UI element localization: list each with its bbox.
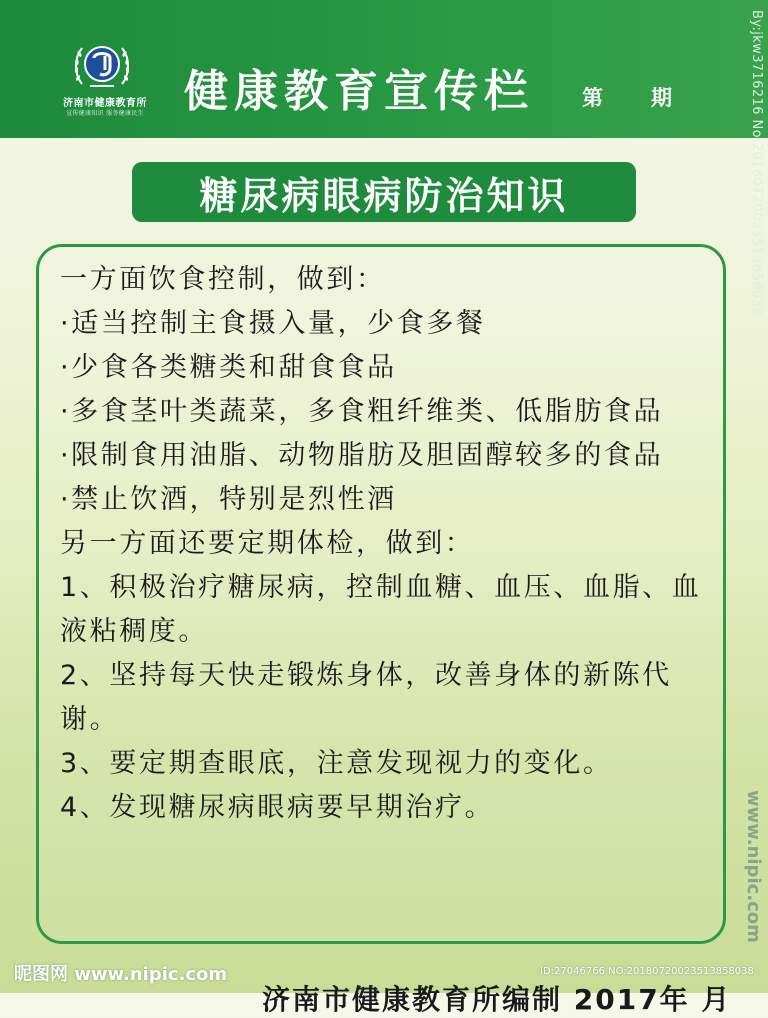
vertical-watermark-id: By:jkw3716216 No:20180720023513858038 [749, 10, 764, 317]
content-line: 3、要定期查眼底，注意发现视力的变化。 [60, 748, 613, 779]
content-body [60, 258, 716, 830]
logo [50, 40, 160, 120]
bottom-id-watermark: ID:27046766 NO:20180720023513858038 [540, 966, 754, 977]
content-line: ·少食各类糖类和甜食食品 [60, 352, 397, 383]
content-line: 4、发现糖尿病眼病要早期治疗。 [60, 792, 495, 823]
organization-emblem-icon [72, 40, 132, 94]
bottom-watermark: 昵图网 www.nipic.com [14, 964, 228, 985]
content-line: ·多食茎叶类蔬菜，多食粗纤维类、低脂肪食品 [60, 396, 664, 427]
content-line: 另一方面还要定期体检，做到： [60, 528, 475, 559]
content-line: 一方面饮食控制，做到： [60, 264, 386, 295]
content-line: ·禁止饮酒，特别是烈性酒 [60, 484, 397, 515]
content-line: ·限制食用油脂、动物脂肪及胆固醇较多的食品 [60, 440, 664, 471]
logo-organization-name: 济南市健康教育所 [63, 98, 147, 109]
issue-prefix: 第 [582, 86, 603, 110]
board-title: 健康教育宣传栏 [184, 66, 534, 117]
content-line: 1、积极治疗糖尿病，控制血糖、血压、血脂、血液粘稠度。 [60, 572, 702, 647]
topic-title: 糖尿病眼病防治知识 [132, 162, 636, 222]
footer-editor-line: 济南市健康教育所编制 2017年 月 [262, 983, 732, 1016]
content-line: ·适当控制主食摄入量，少食多餐 [60, 308, 486, 339]
content-line: 2、坚持每天快走锻炼身体，改善身体的新陈代谢。 [60, 660, 672, 735]
issue-suffix: 期 [651, 86, 672, 110]
vertical-site-watermark: www.nipic.com [743, 790, 764, 943]
issue-number-label [582, 82, 672, 112]
logo-slogan: 宣传健康知识 服务健康民生 [66, 110, 144, 117]
